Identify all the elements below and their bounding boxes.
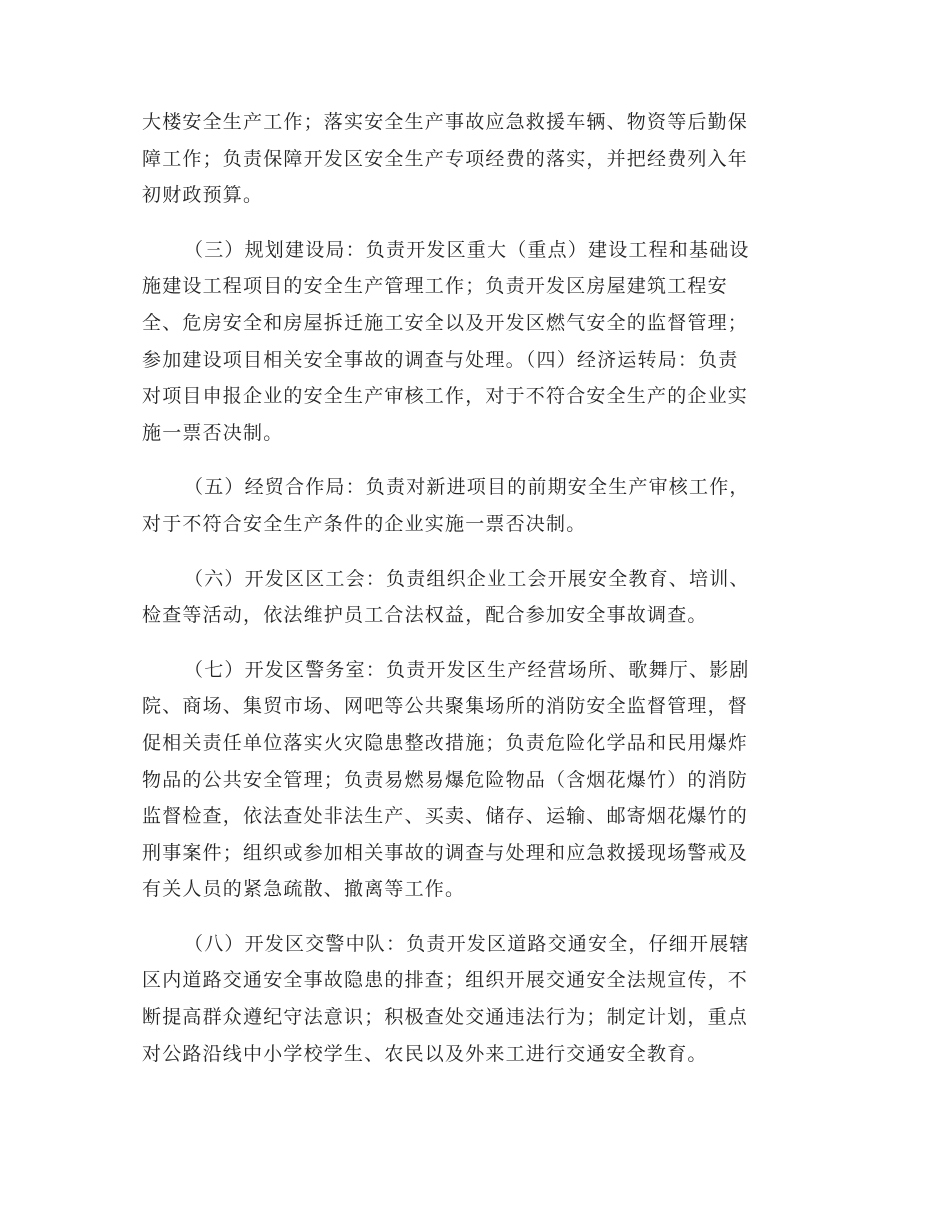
text-line: 初财政预算。: [142, 184, 264, 207]
document-body: [142, 104, 802, 1090]
text-line: （八）开发区交警中队：负责开发区道路交通安全，仔细开展辖: [184, 932, 750, 955]
paragraph-police-office: [142, 652, 802, 908]
paragraph-logistics: [142, 104, 802, 214]
text-line: 断提高群众遵纪守法意识；积极查处交通违法行为；制定计划，重点: [142, 1006, 749, 1029]
text-line: 有关人员的紧急疏散、撤离等工作。: [142, 878, 466, 901]
paragraph-labor-union: [142, 561, 802, 634]
text-line: （六）开发区区工会：负责组织企业工会开展安全教育、培训、: [184, 567, 750, 590]
text-line: 大楼安全生产工作；落实安全生产事故应急救援车辆、物资等后勤保: [142, 111, 749, 133]
text-line: 参加建设项目相关安全事故的调查与处理。（四）经济运转局：负责: [142, 348, 739, 371]
text-line: 促相关责任单位落实火灾隐患整改措施；负责危险化学品和民用爆炸: [142, 731, 749, 754]
text-line: 对公路沿线中小学校学生、农民以及外来工进行交通安全教育。: [142, 1042, 708, 1065]
paragraph-traffic-police: [142, 926, 802, 1072]
text-line: （七）开发区警务室：负责开发区生产经营场所、歌舞厅、影剧: [184, 658, 750, 681]
text-line: （三）规划建设局：负责开发区重大（重点）建设工程和基础设: [184, 238, 750, 261]
text-line: 障工作；负责保障开发区安全生产专项经费的落实，并把经费列入年: [142, 147, 749, 170]
paragraph-trade-bureau: [142, 469, 802, 542]
text-line: 刑事案件；组织或参加相关事故的调查与处理和应急救援现场警戒及: [142, 841, 749, 864]
paragraph-planning-bureau: [142, 232, 802, 452]
text-line: 对于不符合安全生产条件的企业实施一票否决制。: [142, 512, 587, 535]
text-line: 检查等活动，依法维护员工合法权益，配合参加安全事故调查。: [142, 604, 708, 627]
text-line: 院、商场、集贸市场、网吧等公共聚集场所的消防安全监督管理，督: [142, 695, 749, 718]
text-line: 全、危房安全和房屋拆迁施工安全以及开发区燃气安全的监督管理；: [142, 311, 749, 334]
text-line: 物品的公共安全管理；负责易燃易爆危险物品（含烟花爆竹）的消防: [142, 768, 749, 791]
text-line: 监督检查，依法查处非法生产、买卖、储存、运输、邮寄烟花爆竹的: [142, 805, 749, 828]
text-line: 施建设工程项目的安全生产管理工作；负责开发区房屋建筑工程安: [142, 275, 728, 298]
text-line: 施一票否决制。: [142, 421, 284, 444]
text-line: 区内道路交通安全事故隐患的排查；组织开展交通安全法规宣传，不: [142, 969, 749, 992]
text-line: 对项目申报企业的安全生产审核工作，对于不符合安全生产的企业实: [142, 385, 749, 408]
text-line: （五）经贸合作局：负责对新进项目的前期安全生产审核工作，: [184, 476, 750, 499]
